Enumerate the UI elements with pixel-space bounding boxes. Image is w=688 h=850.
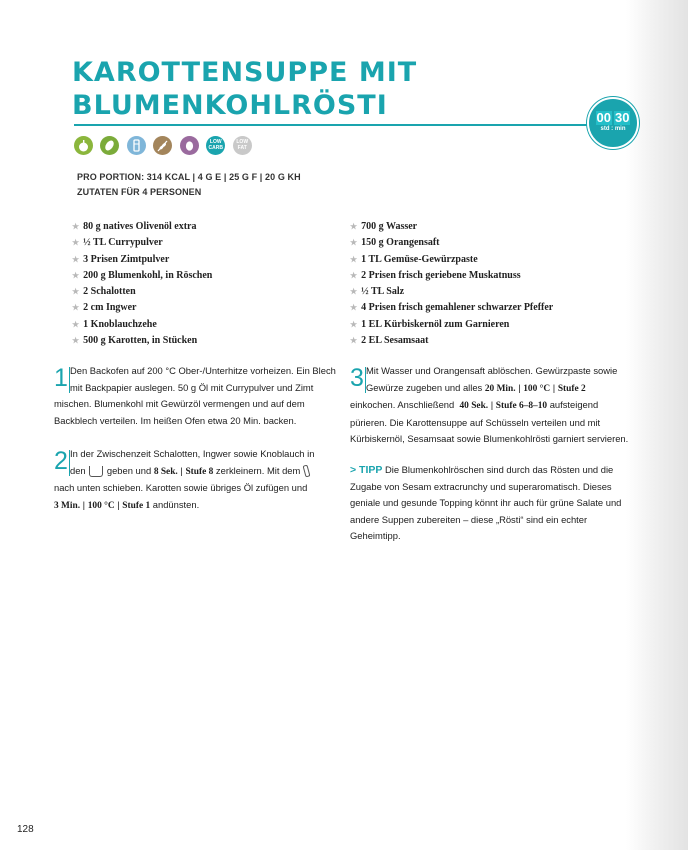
time-unit: std : min xyxy=(600,126,626,132)
step-number: 2 xyxy=(54,447,68,475)
ingredient-item: ★ 700 g Wasser xyxy=(350,221,418,232)
step-divider xyxy=(69,450,70,476)
star-icon: ★ xyxy=(72,270,80,280)
tip-text: Zugabe von Sesam extracrunchy und superaromatisch. Dieses xyxy=(350,480,612,492)
tip-text: andere Suppen zubereiten – diese „Rösti“ sind ein echter xyxy=(350,513,588,525)
leaf-icon xyxy=(100,136,119,155)
tip-label: > TIPP xyxy=(350,464,383,476)
star-icon: ★ xyxy=(72,303,80,313)
star-icon: ★ xyxy=(350,319,358,329)
spatula-icon xyxy=(302,465,310,478)
ingredient-item: ★ 1 Knoblauchzehe xyxy=(72,318,157,330)
ingredient-list-right xyxy=(350,219,640,349)
star-icon: ★ xyxy=(72,238,80,248)
ingredient-item: ★ ½ TL Currypulver xyxy=(72,237,163,249)
step-text: In der Zwischenzeit Schalotten, Ingwer sowie Knoblauch in den geben und 8 Sek. | Stufe 8 zerkleinern. Mit dem nach unten schieben. Karotten sowie übriges Öl zufügen und 3 Min. | 100 °C | Stufe 1 andünsten. xyxy=(54,448,315,511)
ingredient-item: ★ 80 g natives Olivenöl extra xyxy=(72,221,197,232)
star-icon: ★ xyxy=(72,319,80,329)
step-divider xyxy=(365,367,366,393)
time-badge xyxy=(587,97,639,149)
time-minutes: 30 xyxy=(615,110,630,125)
ingredient-list-left xyxy=(72,219,332,349)
step-2 xyxy=(54,446,344,514)
low-fat-badge: LOW FAT xyxy=(233,136,252,155)
mixing-bowl-icon xyxy=(89,466,103,477)
star-icon: ★ xyxy=(350,270,358,280)
ingredient-item: ★ 2 cm Ingwer xyxy=(72,302,137,314)
step-1 xyxy=(54,363,344,429)
time-hours: 00 xyxy=(596,110,611,125)
page-number: 128 xyxy=(17,824,34,835)
star-icon: ★ xyxy=(350,287,358,297)
egg-icon xyxy=(180,136,199,155)
ingredient-item: ★ 1 TL Gemüse-Gewürzpaste xyxy=(350,253,478,265)
title-rule xyxy=(74,124,594,126)
ingredient-item: ★ 1 EL Kürbiskernöl zum Garnieren xyxy=(350,318,510,330)
ingredient-item: ★ 2 Schalotten xyxy=(72,286,136,298)
low-carb-badge: LOW CARB xyxy=(206,136,225,155)
step-divider xyxy=(69,367,70,393)
ingredient-item: ★ 2 Prisen frisch geriebene Muskatnuss xyxy=(350,269,521,281)
step-number: 1 xyxy=(54,364,68,392)
step-text: Den Backofen auf 200 °C Ober-/Unterhitze vorheizen. Ein Blech mit Backpapier auslegen. 50 g Öl mit Currypulver und Zimt mischen. Blumenkohl mit Gewürzöl vermengen und auf dem Backblech verteilen. Im heißen Ofen etwa 20 Min. backen. xyxy=(54,365,336,426)
ingredient-item: ★ 150 g Orangensaft xyxy=(350,237,440,249)
star-icon: ★ xyxy=(350,303,358,313)
time-digits xyxy=(589,111,637,125)
step-text: Mit Wasser und Orangensaft ablöschen. Gewürzpaste sowie Gewürze zugeben und alles 20 Min. | 100 °C | Stufe 2 einkochen. Anschließend 40 Sek. | Stufe 6–8–10 aufsteigend pürieren. Die Karottensuppe auf Schüsseln verteilen und mit Kürbiskernöl, Sesamsaat sowie Blumenkohlrösti garniert servieren. xyxy=(350,365,629,444)
star-icon: ★ xyxy=(350,254,358,264)
ingredient-item: ★ 500 g Karotten, in Stücken xyxy=(72,335,198,347)
star-icon: ★ xyxy=(72,254,80,264)
star-icon: ★ xyxy=(72,287,80,297)
tip-text: Die Blumenkohlröschen sind durch das Rösten und die xyxy=(385,464,614,475)
ingredient-item: ★ 200 g Blumenkohl, in Röschen xyxy=(72,269,213,281)
tip-text: Geheimtipp. xyxy=(350,530,401,541)
ingredient-item: ★ 3 Prisen Zimtpulver xyxy=(72,253,170,265)
star-icon: ★ xyxy=(72,336,80,346)
apple-icon xyxy=(74,136,93,155)
recipe-title-line-2: BLUMENKOHLRÖSTI xyxy=(72,90,388,121)
ingredient-item: ★ 2 EL Sesamsaat xyxy=(350,335,429,347)
wheat-icon xyxy=(153,136,172,155)
step-number: 3 xyxy=(350,364,364,392)
star-icon: ★ xyxy=(72,222,80,231)
star-icon: ★ xyxy=(350,336,358,346)
star-icon: ★ xyxy=(350,222,358,231)
nutrition-info xyxy=(77,170,301,200)
ingredient-item: ★ 4 Prisen frisch gemahlener schwarzer Pfeffer xyxy=(350,302,554,314)
recipe-title-line-1: KAROTTENSUPPE MIT xyxy=(72,57,418,88)
tip-text: geniale und gesunde Topping könnt ihr auch für grüne Salate und xyxy=(350,497,622,508)
diet-icons xyxy=(74,136,255,158)
step-3 xyxy=(350,363,650,448)
ingredient-item: ★ ½ TL Salz xyxy=(350,286,405,298)
nutrition-per-portion: PRO PORTION: 314 KCAL | 4 G E | 25 G F | 20 G KH xyxy=(77,172,301,182)
star-icon: ★ xyxy=(350,238,358,248)
tip-box xyxy=(350,462,640,545)
servings: ZUTATEN FÜR 4 PERSONEN xyxy=(77,187,202,197)
recipe-title xyxy=(72,56,542,122)
milk-bottle-icon xyxy=(127,136,146,155)
